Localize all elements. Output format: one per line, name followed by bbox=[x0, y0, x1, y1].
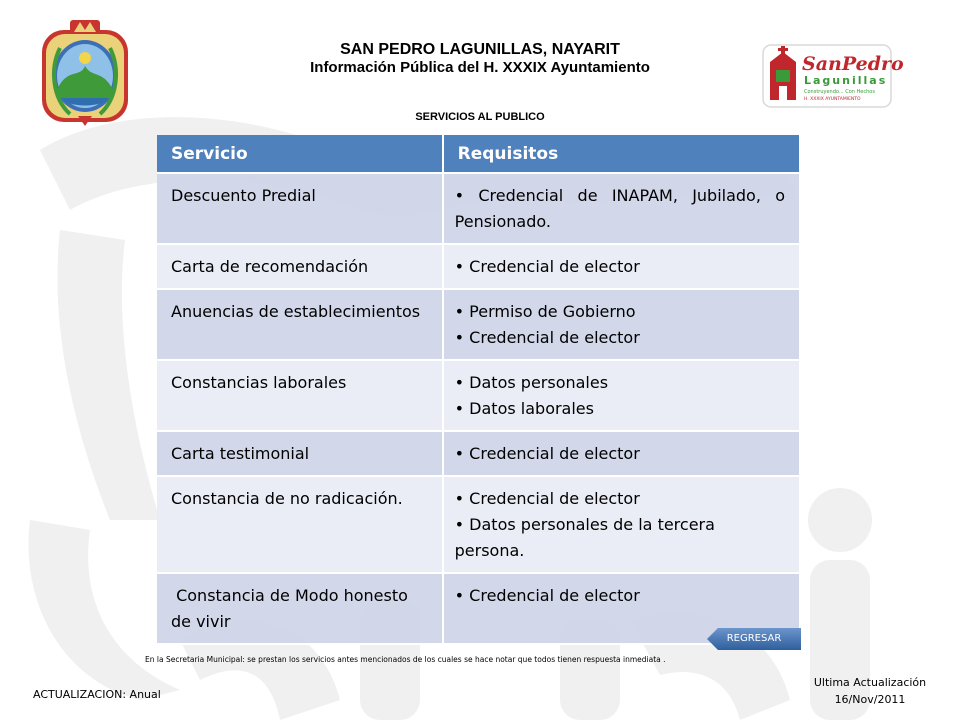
services-table bbox=[157, 135, 801, 645]
requisito-item: • Datos personales bbox=[455, 370, 785, 396]
table-row bbox=[157, 360, 800, 431]
servicio-cell: Constancia de Modo honesto de vivir bbox=[157, 573, 443, 644]
table-header-row bbox=[157, 135, 800, 173]
svg-text:SanPedro: SanPedro bbox=[802, 53, 904, 75]
header-subtitle: Información Pública del H. XXXIX Ayuntamiento bbox=[310, 59, 650, 76]
servicio-cell: Descuento Predial bbox=[157, 173, 443, 244]
requisitos-cell bbox=[443, 289, 800, 360]
table-row bbox=[157, 244, 800, 289]
requisito-item: • Credencial de elector bbox=[455, 441, 785, 467]
san-pedro-lagunillas-logo bbox=[762, 44, 904, 108]
requisitos-cell bbox=[443, 476, 800, 573]
table-row bbox=[157, 289, 800, 360]
requisito-item: • Credencial de elector bbox=[455, 583, 785, 609]
requisitos-list bbox=[455, 441, 785, 467]
footer-note: En la Secretaria Municipal: se prestan los servicios antes mencionados de los cuales se hace notar que todos tienen respuesta inmediata . bbox=[145, 655, 666, 664]
servicio-cell: Constancias laborales bbox=[157, 360, 443, 431]
requisitos-cell bbox=[443, 173, 800, 244]
servicio-cell: Constancia de no radicación. bbox=[157, 476, 443, 573]
servicio-cell: Anuencias de establecimientos bbox=[157, 289, 443, 360]
svg-text:Construyendo... Con Hechos: Construyendo... Con Hechos bbox=[804, 89, 875, 95]
requisitos-list bbox=[455, 486, 785, 564]
table-row bbox=[157, 173, 800, 244]
svg-text:H. XXXIX AYUNTAMIENTO: H. XXXIX AYUNTAMIENTO bbox=[804, 97, 861, 102]
last-update-date: 16/Nov/2011 bbox=[834, 693, 906, 706]
regresar-button[interactable] bbox=[707, 628, 801, 650]
requisitos-list bbox=[455, 370, 785, 422]
table-row bbox=[157, 476, 800, 573]
table-row bbox=[157, 573, 800, 644]
section-title: SERVICIOS AL PUBLICO bbox=[415, 111, 545, 123]
requisitos-cell bbox=[443, 431, 800, 476]
table-row bbox=[157, 431, 800, 476]
requisitos-list bbox=[455, 254, 785, 280]
requisitos-list bbox=[455, 299, 785, 351]
requisitos-list bbox=[455, 583, 785, 609]
servicio-cell: Carta testimonial bbox=[157, 431, 443, 476]
requisito-item: • Credencial de elector bbox=[455, 325, 785, 351]
requisitos-cell bbox=[443, 244, 800, 289]
column-header-servicio: Servicio bbox=[157, 135, 443, 173]
requisito-item: • Credencial de elector bbox=[455, 254, 785, 280]
services-table-body bbox=[157, 173, 800, 644]
regresar-label: REGRESAR bbox=[726, 633, 782, 644]
svg-text:Lagunillas: Lagunillas bbox=[804, 74, 888, 87]
header-title: SAN PEDRO LAGUNILLAS, NAYARIT bbox=[340, 41, 620, 58]
requisito-item: • Permiso de Gobierno bbox=[455, 299, 785, 325]
update-frequency: ACTUALIZACION: Anual bbox=[33, 688, 161, 701]
requisito-item: • Credencial de elector bbox=[455, 486, 785, 512]
last-update-label: Ultima Actualización bbox=[813, 676, 927, 689]
requisito-item: • Credencial de INAPAM, Jubilado, o Pensionado. bbox=[455, 183, 785, 235]
requisito-item: • Datos personales de la tercera persona. bbox=[455, 512, 785, 564]
requisito-item: • Datos laborales bbox=[455, 396, 785, 422]
last-update bbox=[800, 674, 940, 708]
requisitos-cell bbox=[443, 360, 800, 431]
requisitos-list bbox=[455, 183, 785, 235]
column-header-requisitos: Requisitos bbox=[443, 135, 800, 173]
servicio-cell: Carta de recomendación bbox=[157, 244, 443, 289]
